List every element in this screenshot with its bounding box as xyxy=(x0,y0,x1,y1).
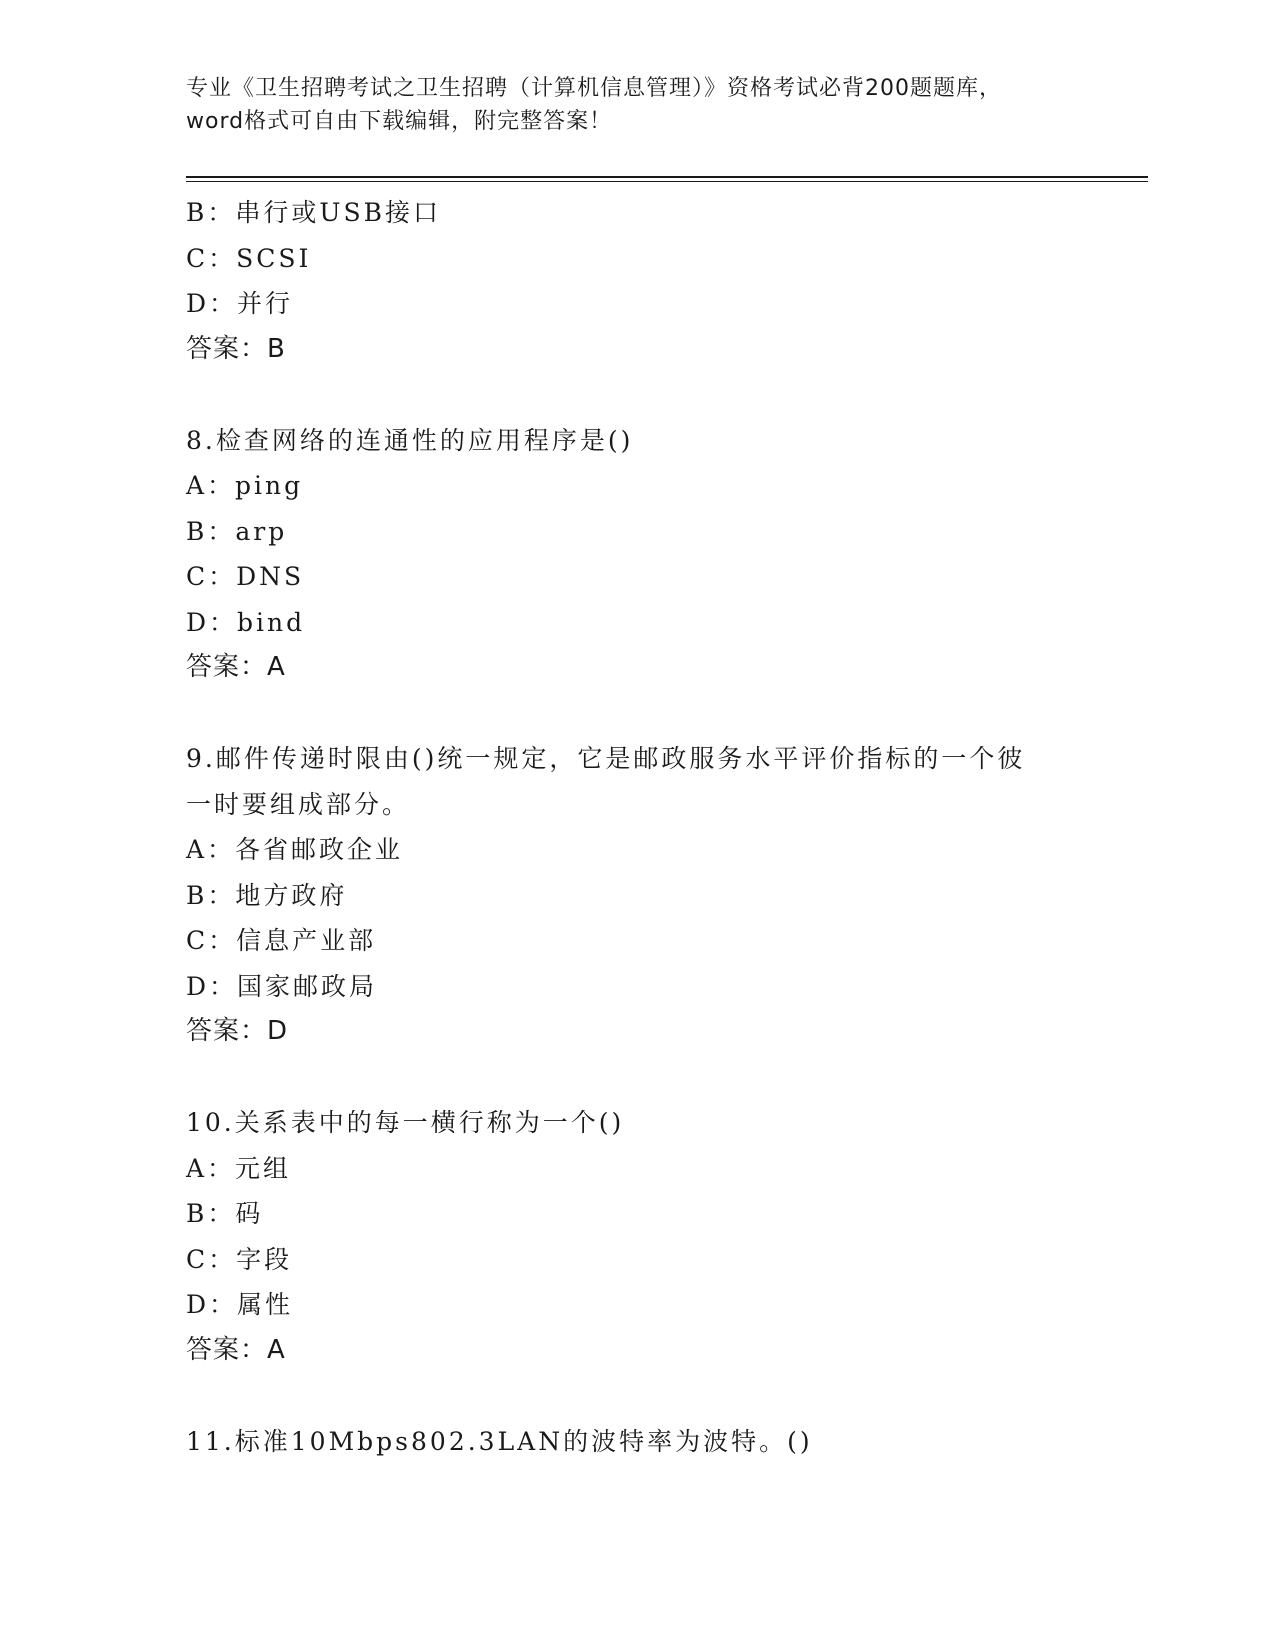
answer: 答案：D xyxy=(186,1016,289,1046)
option-b: B：串行或USB接口 xyxy=(186,198,441,227)
header-divider-thin xyxy=(186,181,1148,182)
spacer xyxy=(186,372,1146,418)
header-line-1: 专业《卫生招聘考试之卫生招聘（计算机信息管理）》资格考试必背200题题库， xyxy=(186,76,1002,101)
option-c: C：SCSI xyxy=(186,243,312,273)
answer: 答案：B xyxy=(186,333,286,364)
option-b: B：arp xyxy=(186,516,288,546)
option-a: A：元组 xyxy=(186,1153,292,1183)
option-a: A：各省邮政企业 xyxy=(186,835,404,864)
question-10 xyxy=(186,1100,1146,1373)
spacer xyxy=(186,1373,1146,1419)
option-d: D：国家邮政局 xyxy=(186,971,378,1001)
option-d: D：并行 xyxy=(186,289,294,318)
question-8 xyxy=(186,418,1146,691)
question-list xyxy=(186,190,1146,1464)
question-9 xyxy=(186,736,1146,1055)
option-c: C：字段 xyxy=(186,1244,293,1274)
spacer xyxy=(186,691,1146,737)
spacer xyxy=(186,1055,1146,1101)
answer: 答案：A xyxy=(186,1334,286,1365)
question-text: 8.检查网络的连通性的应用程序是() xyxy=(186,425,634,455)
option-a: A：ping xyxy=(186,471,304,500)
header-divider-thick xyxy=(186,176,1148,178)
question-text-line-1: 9.邮件传递时限由()统一规定，它是邮政服务水平评价指标的一个彼 xyxy=(186,744,1026,773)
answer: 答案：A xyxy=(186,652,286,682)
option-d: D：属性 xyxy=(186,1290,294,1319)
question-text: 10.关系表中的每一横行称为一个() xyxy=(186,1108,625,1137)
option-b: B：地方政府 xyxy=(186,880,348,910)
option-b: B：码 xyxy=(186,1199,264,1228)
option-c: C：DNS xyxy=(186,562,305,591)
header-line-2: word格式可自由下载编辑，附完整答案！ xyxy=(186,109,613,134)
question-text-line-2: 一时要组成部分。 xyxy=(186,789,411,819)
document-header xyxy=(186,72,1086,138)
option-c: C：信息产业部 xyxy=(186,926,377,955)
question-7 xyxy=(186,190,1146,372)
option-d: D：bind xyxy=(186,607,306,637)
question-11 xyxy=(186,1419,1146,1465)
question-text: 11.标准10Mbps802.3LAN的波特率为波特。() xyxy=(186,1426,813,1456)
